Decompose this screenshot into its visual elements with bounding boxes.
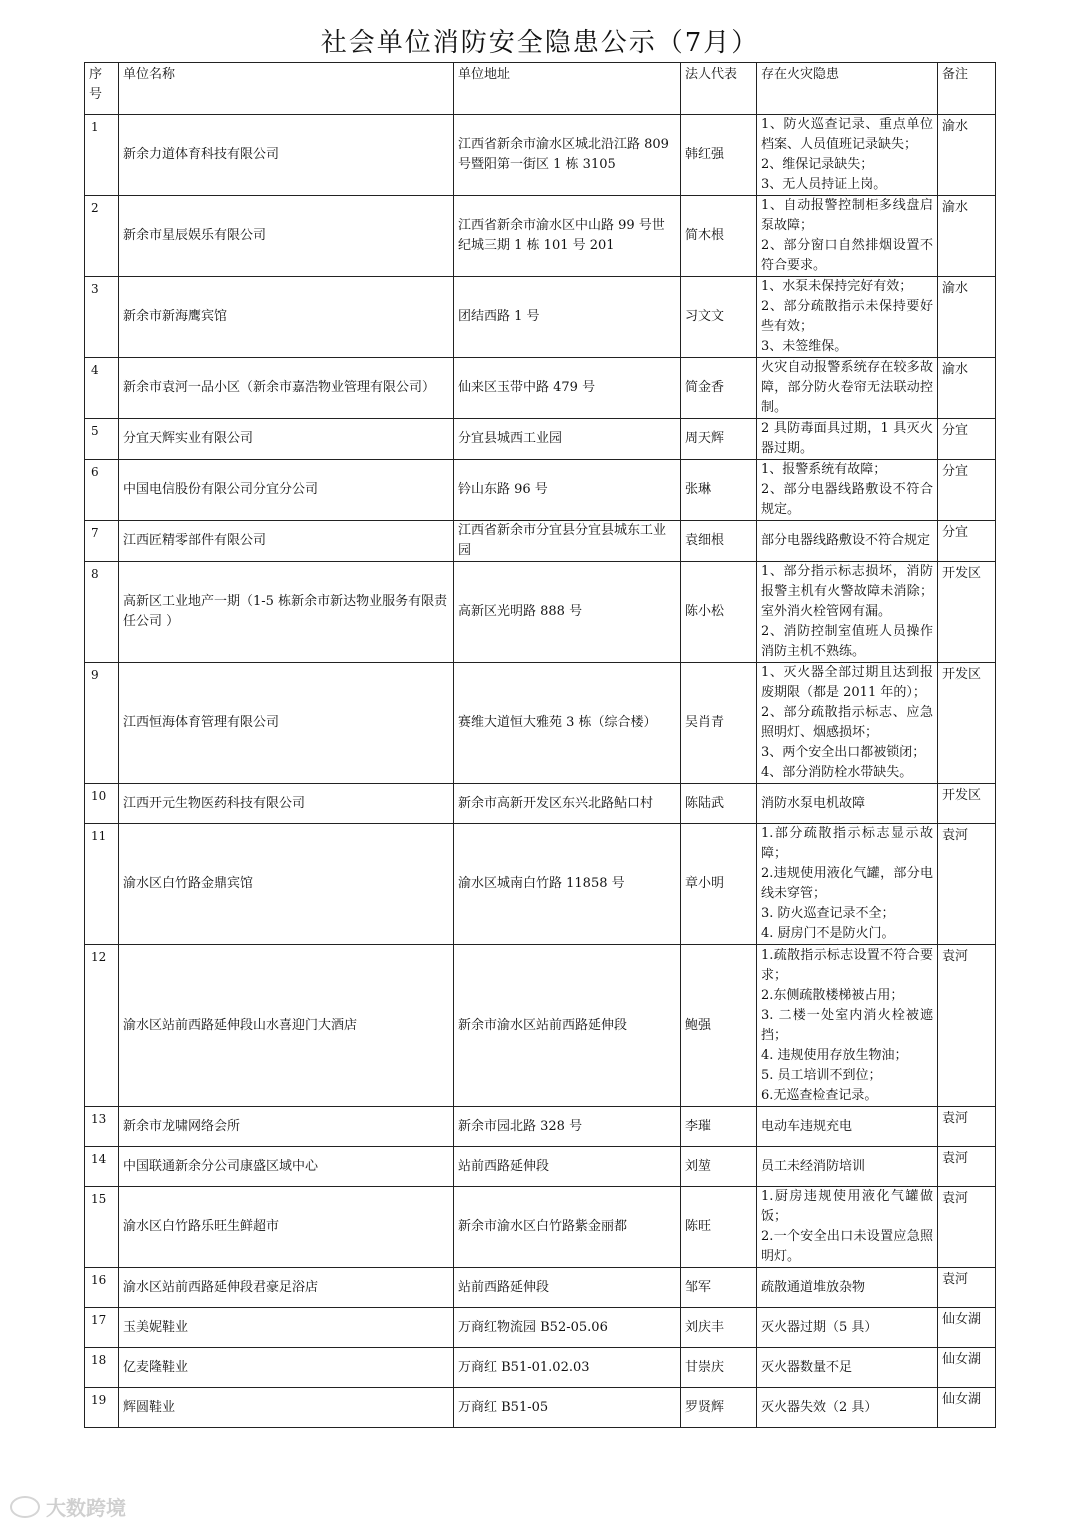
remark: 仙女湖 bbox=[938, 1388, 996, 1428]
table-row bbox=[85, 1388, 996, 1428]
hazard-item: 2、维保记录缺失； bbox=[761, 157, 874, 172]
table-row bbox=[85, 419, 996, 460]
unit-address: 仙来区玉带中路 479 号 bbox=[454, 358, 681, 419]
hazard-item: 1.厨房违规使用液化气罐做饭； bbox=[761, 1189, 933, 1224]
row-number: 4 bbox=[85, 358, 119, 419]
fire-hazards bbox=[757, 1268, 938, 1308]
unit-name: 辉圆鞋业 bbox=[119, 1388, 454, 1428]
remark: 袁河 bbox=[938, 1107, 996, 1147]
row-number: 3 bbox=[85, 277, 119, 358]
fire-hazards bbox=[757, 115, 938, 196]
table-row bbox=[85, 115, 996, 196]
unit-address: 万商红 B51-05 bbox=[454, 1388, 681, 1428]
hazard-item: 2.违规使用液化气罐，部分电线未穿管； bbox=[761, 866, 933, 901]
unit-address: 分宜县城西工业园 bbox=[454, 419, 681, 460]
unit-address: 赛维大道恒大雅苑 3 栋（综合楼） bbox=[454, 663, 681, 784]
hazard-item: 3. 二楼一处室内消火栓被遮挡； bbox=[761, 1007, 933, 1043]
fire-hazards bbox=[757, 460, 938, 521]
row-number: 10 bbox=[85, 784, 119, 824]
hazard-item: 灭火器过期（5 具） bbox=[761, 1319, 878, 1335]
fire-hazards bbox=[757, 1107, 938, 1147]
fire-hazards bbox=[757, 419, 938, 460]
legal-representative: 刘堃 bbox=[681, 1147, 757, 1187]
fire-hazards bbox=[757, 945, 938, 1107]
hazard-item: 消防水泵电机故障 bbox=[761, 795, 866, 811]
remark: 开发区 bbox=[938, 784, 996, 824]
remark: 开发区 bbox=[938, 663, 996, 784]
remark: 渝水 bbox=[938, 196, 996, 277]
header-issues: 存在火灾隐患 bbox=[757, 63, 938, 115]
hazard-item: 4. 违规使用存放生物油； bbox=[761, 1047, 908, 1063]
row-number: 8 bbox=[85, 562, 119, 663]
hazard-item: 4、部分消防栓水带缺失。 bbox=[761, 765, 913, 780]
remark: 仙女湖 bbox=[938, 1348, 996, 1388]
remark: 袁河 bbox=[938, 1268, 996, 1308]
unit-address: 新余市园北路 328 号 bbox=[454, 1107, 681, 1147]
table-row bbox=[85, 277, 996, 358]
hazard-item: 2、消防控制室值班人员操作消防主机不熟练。 bbox=[761, 624, 933, 659]
hazard-item: 6.无巡查检查记录。 bbox=[761, 1087, 878, 1103]
legal-representative: 邹军 bbox=[681, 1268, 757, 1308]
row-number: 17 bbox=[85, 1308, 119, 1348]
legal-representative: 章小明 bbox=[681, 824, 757, 945]
fire-hazards bbox=[757, 1187, 938, 1268]
hazard-item: 部分电器线路敷设不符合规定 bbox=[761, 533, 931, 548]
row-number: 7 bbox=[85, 521, 119, 562]
unit-address: 新余市渝水区白竹路紫金丽都 bbox=[454, 1187, 681, 1268]
fire-hazards bbox=[757, 824, 938, 945]
table-row bbox=[85, 663, 996, 784]
unit-name: 新余市龙啸网络会所 bbox=[119, 1107, 454, 1147]
unit-address: 万商红物流园 B52-05.06 bbox=[454, 1308, 681, 1348]
hazard-item: 1、自动报警控制柜多线盘启泵故障； bbox=[761, 198, 933, 233]
unit-name: 江西开元生物医药科技有限公司 bbox=[119, 784, 454, 824]
table-row bbox=[85, 1348, 996, 1388]
remark: 分宜 bbox=[938, 521, 996, 562]
unit-name: 渝水区白竹路金鼎宾馆 bbox=[119, 824, 454, 945]
unit-address: 新余市高新开发区东兴北路鲇口村 bbox=[454, 784, 681, 824]
hazard-item: 3、两个安全出口都被锁闭； bbox=[761, 745, 926, 760]
remark: 袁河 bbox=[938, 1187, 996, 1268]
fire-hazards bbox=[757, 1308, 938, 1348]
page-title: 社会单位消防安全隐患公示（7月） bbox=[320, 28, 760, 58]
fire-hazards bbox=[757, 562, 938, 663]
unit-name: 玉美妮鞋业 bbox=[119, 1308, 454, 1348]
table-row bbox=[85, 945, 996, 1107]
unit-name: 渝水区站前西路延伸段君豪足浴店 bbox=[119, 1268, 454, 1308]
table-row bbox=[85, 521, 996, 562]
header-unit: 单位名称 bbox=[119, 63, 454, 115]
fire-hazards bbox=[757, 1147, 938, 1187]
table-header-row bbox=[85, 63, 996, 115]
hazard-item: 2、部分疏散指示未保持要好些有效； bbox=[761, 299, 933, 334]
remark: 渝水 bbox=[938, 115, 996, 196]
hazard-table bbox=[84, 62, 996, 1428]
watermark bbox=[10, 1492, 126, 1521]
table-row bbox=[85, 460, 996, 521]
unit-name: 江西恒海体育管理有限公司 bbox=[119, 663, 454, 784]
row-number: 5 bbox=[85, 419, 119, 460]
hazard-item: 1.疏散指示标志设置不符合要求； bbox=[761, 947, 933, 983]
hazard-item: 2 具防毒面具过期，1 具灭火器过期。 bbox=[761, 421, 933, 456]
remark: 渝水 bbox=[938, 277, 996, 358]
hazard-item: 灭火器失效（2 具） bbox=[761, 1399, 878, 1415]
unit-name: 江西匠精零部件有限公司 bbox=[119, 521, 454, 562]
fire-hazards bbox=[757, 358, 938, 419]
table-row bbox=[85, 1147, 996, 1187]
hazard-item: 1、报警系统有故障； bbox=[761, 462, 887, 477]
hazard-item: 火灾自动报警系统存在较多故障，部分防火卷帘无法联动控制。 bbox=[761, 360, 933, 415]
hazard-item: 1、防火巡查记录、重点单位档案、人员值班记录缺失； bbox=[761, 117, 933, 152]
unit-address: 江西省新余市渝水区城北沿江路 809 号暨阳第一街区 1 栋 3105 bbox=[454, 115, 681, 196]
unit-address: 高新区光明路 888 号 bbox=[454, 562, 681, 663]
unit-name: 中国联通新余分公司康盛区域中心 bbox=[119, 1147, 454, 1187]
row-number: 1 bbox=[85, 115, 119, 196]
row-number: 11 bbox=[85, 824, 119, 945]
row-number: 15 bbox=[85, 1187, 119, 1268]
row-number: 2 bbox=[85, 196, 119, 277]
hazard-item: 1、水泵未保持完好有效； bbox=[761, 279, 913, 294]
legal-representative: 吴肖青 bbox=[681, 663, 757, 784]
header-rep: 法人代表 bbox=[681, 63, 757, 115]
fire-hazards bbox=[757, 196, 938, 277]
unit-name: 新余力道体育科技有限公司 bbox=[119, 115, 454, 196]
unit-name: 新余市新海鹰宾馆 bbox=[119, 277, 454, 358]
hazard-item: 1.部分疏散指示标志显示故障； bbox=[761, 826, 933, 861]
unit-name: 分宜天辉实业有限公司 bbox=[119, 419, 454, 460]
remark: 开发区 bbox=[938, 562, 996, 663]
logo-icon bbox=[10, 1496, 40, 1518]
hazard-item: 2、部分电器线路敷设不符合规定。 bbox=[761, 482, 933, 517]
hazard-item: 灭火器数量不足 bbox=[761, 1359, 853, 1375]
legal-representative: 罗贤辉 bbox=[681, 1388, 757, 1428]
legal-representative: 甘崇庆 bbox=[681, 1348, 757, 1388]
unit-address: 钤山东路 96 号 bbox=[454, 460, 681, 521]
unit-address: 万商红 B51-01.02.03 bbox=[454, 1348, 681, 1388]
fire-hazards bbox=[757, 663, 938, 784]
legal-representative: 袁细根 bbox=[681, 521, 757, 562]
table-row bbox=[85, 1308, 996, 1348]
header-no: 序 号 bbox=[85, 63, 119, 115]
hazard-item: 3、未签维保。 bbox=[761, 339, 848, 354]
table-row bbox=[85, 358, 996, 419]
remark: 渝水 bbox=[938, 358, 996, 419]
unit-name: 渝水区白竹路乐旺生鲜超市 bbox=[119, 1187, 454, 1268]
unit-address: 站前西路延伸段 bbox=[454, 1268, 681, 1308]
hazard-item: 1、部分指示标志损坏，消防报警主机有火警故障未消除；室外消火栓管网有漏。 bbox=[761, 564, 933, 619]
row-number: 9 bbox=[85, 663, 119, 784]
hazard-item: 2.一个安全出口未设置应急照明灯。 bbox=[761, 1229, 933, 1264]
hazard-item: 电动车违规充电 bbox=[761, 1118, 853, 1134]
fire-hazards bbox=[757, 1348, 938, 1388]
legal-representative: 韩红强 bbox=[681, 115, 757, 196]
table-row bbox=[85, 562, 996, 663]
hazard-item: 1、灭火器全部过期且达到报废期限（都是 2011 年的）； bbox=[761, 665, 933, 700]
unit-name: 高新区工业地产一期（1-5 栋新余市新达物业服务有限责任公司 ） bbox=[119, 562, 454, 663]
legal-representative: 简金香 bbox=[681, 358, 757, 419]
table-body bbox=[85, 115, 996, 1428]
legal-representative: 刘庆丰 bbox=[681, 1308, 757, 1348]
remark: 分宜 bbox=[938, 460, 996, 521]
remark: 袁河 bbox=[938, 1147, 996, 1187]
unit-address: 江西省新余市渝水区中山路 99 号世纪城三期 1 栋 101 号 201 bbox=[454, 196, 681, 277]
unit-address: 站前西路延伸段 bbox=[454, 1147, 681, 1187]
row-number: 19 bbox=[85, 1388, 119, 1428]
fire-hazards bbox=[757, 784, 938, 824]
remark: 袁河 bbox=[938, 824, 996, 945]
row-number: 18 bbox=[85, 1348, 119, 1388]
fire-hazards bbox=[757, 277, 938, 358]
header-note: 备注 bbox=[938, 63, 996, 115]
header-address: 单位地址 bbox=[454, 63, 681, 115]
hazard-item: 2、部分疏散指示标志、应急照明灯、烟感损坏； bbox=[761, 705, 933, 740]
row-number: 16 bbox=[85, 1268, 119, 1308]
unit-name: 中国电信股份有限公司分宜分公司 bbox=[119, 460, 454, 521]
unit-address: 渝水区城南白竹路 11858 号 bbox=[454, 824, 681, 945]
hazard-item: 3、无人员持证上岗。 bbox=[761, 177, 887, 192]
watermark-text: 大数跨境 bbox=[46, 1496, 126, 1520]
unit-address: 团结西路 1 号 bbox=[454, 277, 681, 358]
hazard-item: 5. 员工培训不到位； bbox=[761, 1067, 882, 1083]
fire-hazards bbox=[757, 521, 938, 562]
table-row bbox=[85, 1268, 996, 1308]
unit-address: 江西省新余市分宜县分宜县城东工业园 bbox=[454, 521, 681, 562]
legal-representative: 张琳 bbox=[681, 460, 757, 521]
legal-representative: 李璀 bbox=[681, 1107, 757, 1147]
legal-representative: 陈旺 bbox=[681, 1187, 757, 1268]
row-number: 12 bbox=[85, 945, 119, 1107]
unit-name: 渝水区站前西路延伸段山水喜迎门大酒店 bbox=[119, 945, 454, 1107]
table-row bbox=[85, 1107, 996, 1147]
table-row bbox=[85, 196, 996, 277]
hazard-item: 2、部分窗口自然排烟设置不符合要求。 bbox=[761, 238, 933, 273]
legal-representative: 简木根 bbox=[681, 196, 757, 277]
row-number: 14 bbox=[85, 1147, 119, 1187]
table-row bbox=[85, 824, 996, 945]
unit-name: 亿麦隆鞋业 bbox=[119, 1348, 454, 1388]
fire-hazards bbox=[757, 1388, 938, 1428]
hazard-item: 4. 厨房门不是防火门。 bbox=[761, 926, 895, 941]
legal-representative: 陈陆武 bbox=[681, 784, 757, 824]
hazard-item: 3. 防火巡查记录不全； bbox=[761, 906, 895, 921]
table-row bbox=[85, 1187, 996, 1268]
legal-representative: 鲍强 bbox=[681, 945, 757, 1107]
row-number: 13 bbox=[85, 1107, 119, 1147]
legal-representative: 习文文 bbox=[681, 277, 757, 358]
hazard-item: 2.东侧疏散楼梯被占用； bbox=[761, 987, 904, 1003]
legal-representative: 周天辉 bbox=[681, 419, 757, 460]
unit-address: 新余市渝水区站前西路延伸段 bbox=[454, 945, 681, 1107]
row-number: 6 bbox=[85, 460, 119, 521]
unit-name: 新余市袁河一品小区（新余市嘉浩物业管理有限公司） bbox=[119, 358, 454, 419]
remark: 袁河 bbox=[938, 945, 996, 1107]
table-row bbox=[85, 784, 996, 824]
legal-representative: 陈小松 bbox=[681, 562, 757, 663]
hazard-item: 疏散通道堆放杂物 bbox=[761, 1279, 866, 1295]
remark: 分宜 bbox=[938, 419, 996, 460]
hazard-item: 员工未经消防培训 bbox=[761, 1158, 866, 1174]
unit-name: 新余市星辰娱乐有限公司 bbox=[119, 196, 454, 277]
remark: 仙女湖 bbox=[938, 1308, 996, 1348]
